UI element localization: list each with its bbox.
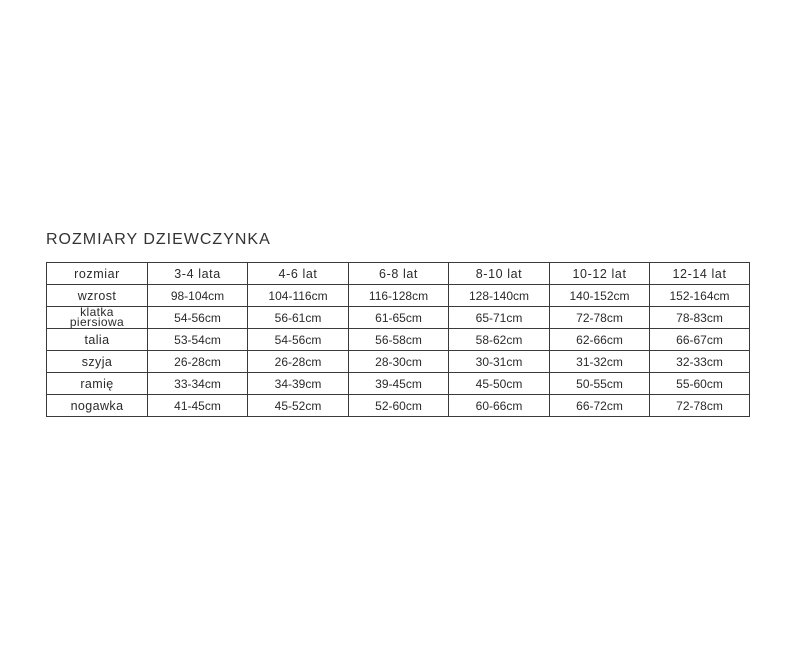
table-header-row [47, 263, 750, 285]
row-label: szyja [47, 351, 148, 373]
table-cell: 66-67cm [650, 329, 750, 351]
table-cell: 50-55cm [550, 373, 650, 395]
table-cell: 41-45cm [148, 395, 248, 417]
table-row [47, 285, 750, 307]
table-cell: 104-116cm [248, 285, 349, 307]
table-cell: 62-66cm [550, 329, 650, 351]
table-cell: 65-71cm [449, 307, 550, 329]
table-cell: 54-56cm [148, 307, 248, 329]
table-cell: 56-61cm [248, 307, 349, 329]
header-cell: 3-4 lata [148, 263, 248, 285]
table-cell: 34-39cm [248, 373, 349, 395]
table-cell: 78-83cm [650, 307, 750, 329]
table-cell: 54-56cm [248, 329, 349, 351]
table-cell: 52-60cm [349, 395, 449, 417]
table-row [47, 373, 750, 395]
row-label: talia [47, 329, 148, 351]
table-cell: 28-30cm [349, 351, 449, 373]
row-label [47, 307, 148, 329]
header-cell: 12-14 lat [650, 263, 750, 285]
table-cell: 66-72cm [550, 395, 650, 417]
header-cell: 4-6 lat [248, 263, 349, 285]
table-cell: 33-34cm [148, 373, 248, 395]
table-cell: 53-54cm [148, 329, 248, 351]
table-cell: 98-104cm [148, 285, 248, 307]
table-cell: 72-78cm [550, 307, 650, 329]
table-cell: 116-128cm [349, 285, 449, 307]
table-row [47, 395, 750, 417]
table-cell: 45-52cm [248, 395, 349, 417]
table-cell: 58-62cm [449, 329, 550, 351]
table-row [47, 307, 750, 329]
header-cell: 6-8 lat [349, 263, 449, 285]
table-cell: 32-33cm [650, 351, 750, 373]
row-label-line: piersiowa [69, 314, 125, 329]
table-cell: 56-58cm [349, 329, 449, 351]
row-label: nogawka [47, 395, 148, 417]
table-cell: 61-65cm [349, 307, 449, 329]
page-title: ROZMIARY DZIEWCZYNKA [46, 231, 271, 248]
table-cell: 39-45cm [349, 373, 449, 395]
table-cell: 31-32cm [550, 351, 650, 373]
table-cell: 30-31cm [449, 351, 550, 373]
table-cell: 26-28cm [148, 351, 248, 373]
table-cell: 45-50cm [449, 373, 550, 395]
header-cell: 10-12 lat [550, 263, 650, 285]
row-label: wzrost [47, 285, 148, 307]
table-cell: 152-164cm [650, 285, 750, 307]
table-cell: 26-28cm [248, 351, 349, 373]
table-cell: 128-140cm [449, 285, 550, 307]
row-label-line: klatka [80, 306, 114, 319]
size-chart-table [46, 262, 750, 417]
table-cell: 55-60cm [650, 373, 750, 395]
table-row [47, 351, 750, 373]
table-row [47, 329, 750, 351]
table-cell: 140-152cm [550, 285, 650, 307]
row-label: ramię [47, 373, 148, 395]
table-cell: 60-66cm [449, 395, 550, 417]
header-cell: 8-10 lat [449, 263, 550, 285]
header-cell: rozmiar [47, 263, 148, 285]
table-cell: 72-78cm [650, 395, 750, 417]
